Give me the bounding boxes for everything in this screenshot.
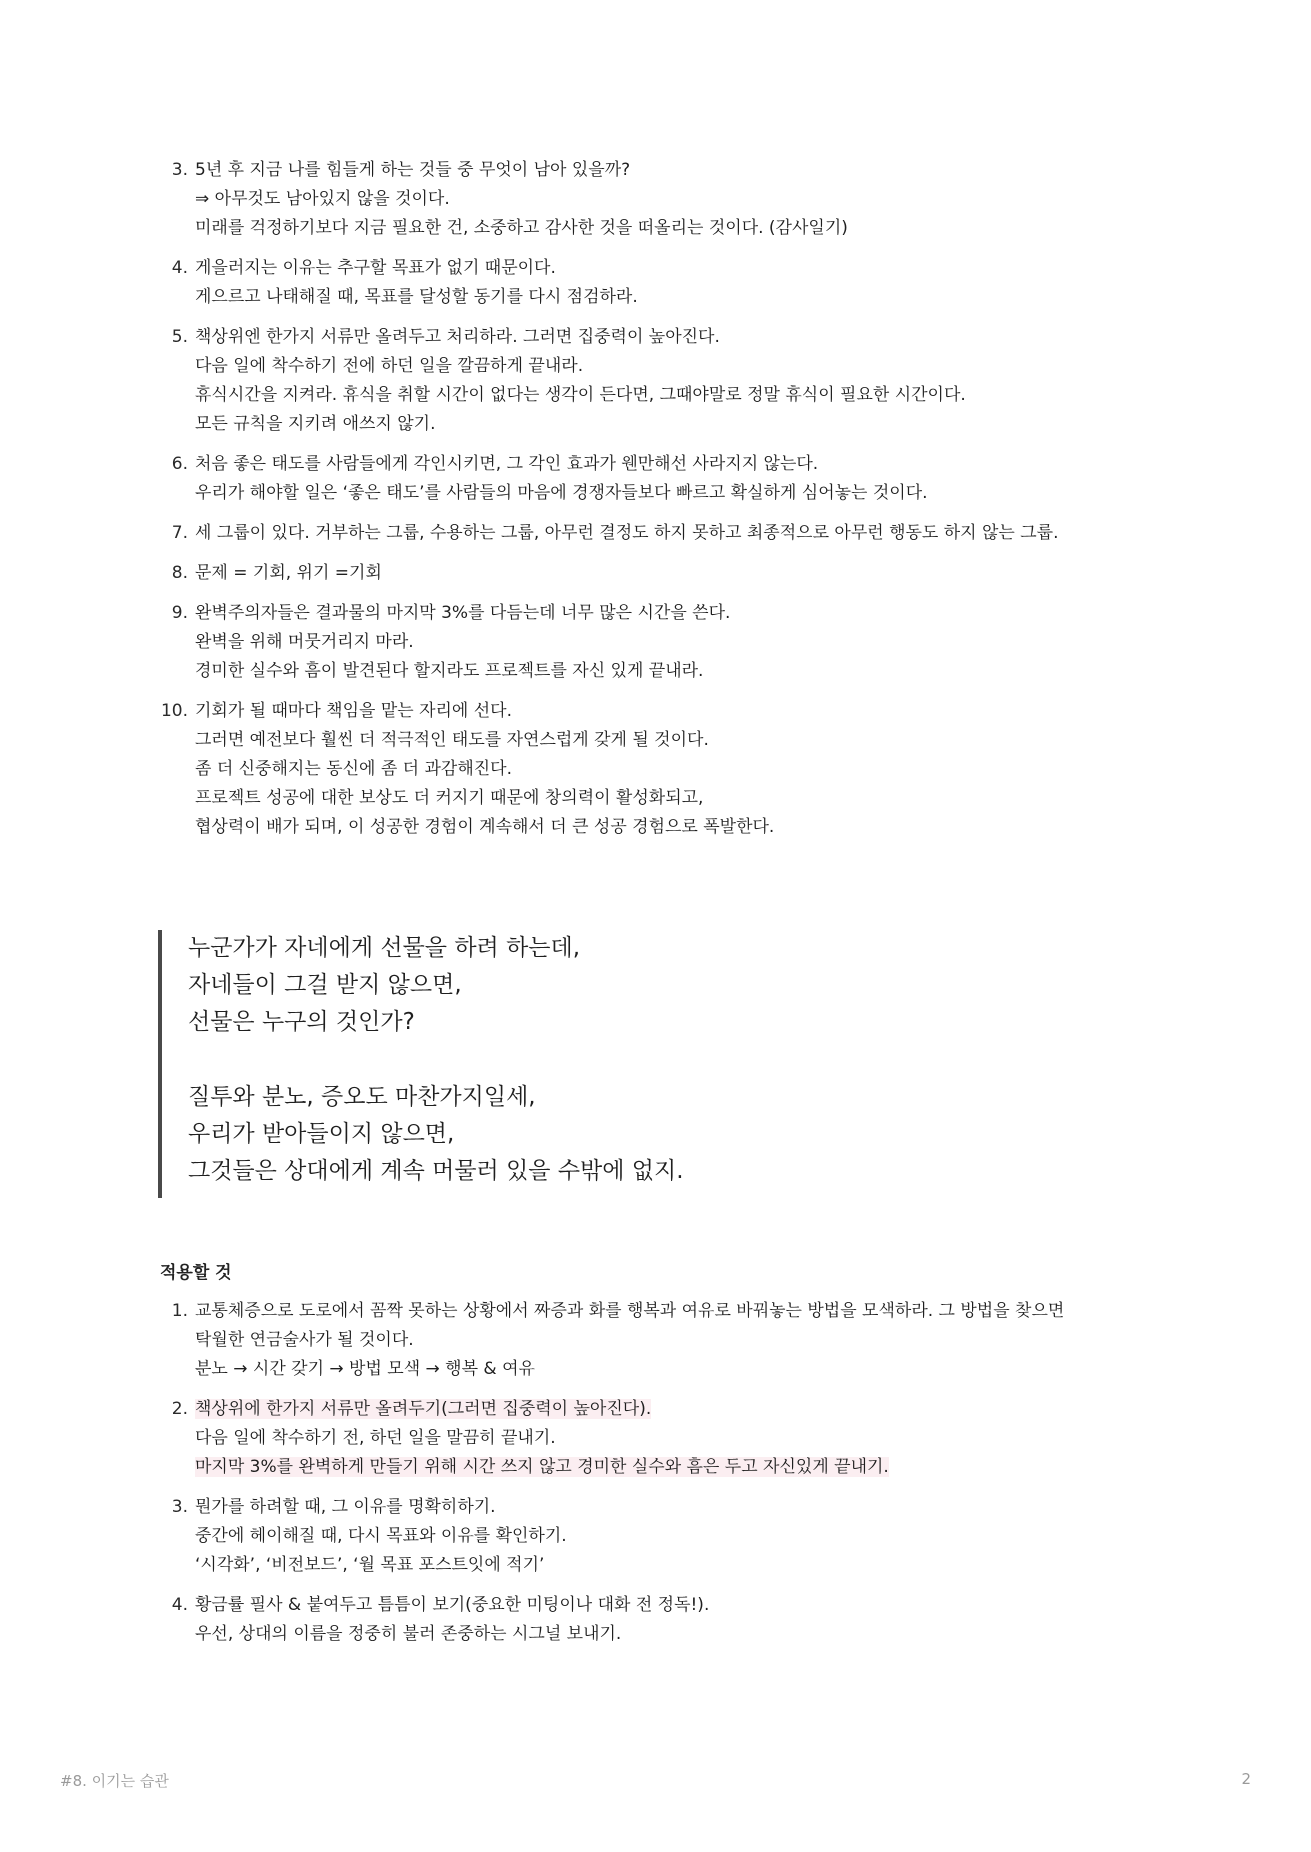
quote-line: 질투와 분노, 증오도 마찬가지일세,: [188, 1084, 536, 1110]
item-line: [195, 1395, 1190, 1424]
list-item: [150, 156, 1190, 243]
item-number: 2.: [171, 1399, 188, 1419]
list-item: [150, 599, 1190, 686]
item-line: 세 그룹이 있다. 거부하는 그룹, 수용하는 그룹, 아무런 결정도 하지 못하고 최종적으로 아무런 행동도 하지 않는 그룹.: [195, 523, 1059, 543]
item-line: 휴식시간을 지켜라. 휴식을 취할 시간이 없다는 생각이 든다면, 그때야말로 정말 휴식이 필요한 시간이다.: [195, 385, 966, 405]
item-line: 다음 일에 착수하기 전에 하던 일을 깔끔하게 끝내라.: [195, 356, 584, 376]
item-line: 좀 더 신중해지는 동신에 좀 더 과감해진다.: [195, 759, 513, 779]
item-number: 5.: [171, 327, 188, 347]
item-line: 우선, 상대의 이름을 정중히 불러 존중하는 시그널 보내기.: [195, 1624, 622, 1644]
quote-line: 우리가 받아들이지 않으면,: [188, 1121, 455, 1147]
quote-line: 자네들이 그걸 받지 않으면,: [188, 972, 462, 998]
list-item: [150, 323, 1190, 439]
item-number: 3.: [171, 1497, 188, 1517]
item-line: 완벽주의자들은 결과물의 마지막 3%를 다듬는데 너무 많은 시간을 쓴다.: [195, 603, 731, 623]
item-number: 10.: [160, 701, 188, 721]
item-number: 4.: [171, 1595, 188, 1615]
top-numbered-list: [150, 156, 1190, 853]
highlighted-text: 마지막 3%를 완벽하게 만들기 위해 시간 쓰지 않고 경미한 실수와 흠은 두고 자신있게 끝내기.: [195, 1457, 889, 1477]
item-line: 협상력이 배가 되며, 이 성공한 경험이 계속해서 더 큰 성공 경험으로 폭발한다.: [195, 817, 775, 837]
item-line: 탁월한 연금술사가 될 것이다.: [195, 1330, 414, 1350]
footer-title: #8. 이기는 습관: [60, 1772, 169, 1790]
quote-line: 그것들은 상대에게 계속 머물러 있을 수밖에 없지.: [188, 1158, 684, 1184]
item-number: 3.: [171, 160, 188, 180]
item-line: 분노 → 시간 갖기 → 방법 모색 → 행복 & 여유: [195, 1359, 535, 1379]
stanza-gap: [188, 1041, 1058, 1079]
item-line: 황금률 필사 & 붙여두고 틈틈이 보기(중요한 미팅이나 대화 전 정독!).: [195, 1595, 710, 1615]
page-number: 2: [1241, 1770, 1251, 1788]
list-item: [150, 697, 1190, 842]
item-line: [195, 1453, 1190, 1482]
item-line: 교통체증으로 도로에서 꼼짝 못하는 상황에서 짜증과 화를 행복과 여유로 바꿔놓는 방법을 모색하라. 그 방법을 찾으면: [195, 1301, 1065, 1321]
item-line: 기회가 될 때마다 책임을 맡는 자리에 선다.: [195, 701, 513, 721]
list-item: [150, 1395, 1190, 1482]
highlighted-text: 책상위에 한가지 서류만 올려두기(그러면 집중력이 높아진다).: [195, 1399, 652, 1419]
item-line: 책상위엔 한가지 서류만 올려두고 처리하라. 그러면 집중력이 높아진다.: [195, 327, 720, 347]
item-line: 미래를 걱정하기보다 지금 필요한 건, 소중하고 감사한 것을 떠올리는 것이다. (감사일기): [195, 218, 848, 238]
item-number: 4.: [171, 258, 188, 278]
item-line: 경미한 실수와 흠이 발견된다 할지라도 프로젝트를 자신 있게 끝내라.: [195, 661, 704, 681]
list-item: [150, 519, 1190, 548]
item-line: ⇒ 아무것도 남아있지 않을 것이다.: [195, 189, 450, 209]
list-item: [150, 1591, 1190, 1649]
item-line: 우리가 해야할 일은 ‘좋은 태도’를 사람들의 마음에 경쟁자들보다 빠르고 확실하게 심어놓는 것이다.: [195, 483, 928, 503]
item-line: 완벽을 위해 머뭇거리지 마라.: [195, 632, 414, 652]
item-number: 8.: [171, 563, 188, 583]
item-line: 게으르고 나태해질 때, 목표를 달성할 동기를 다시 점검하라.: [195, 287, 638, 307]
item-line: 중간에 헤이해질 때, 다시 목표와 이유를 확인하기.: [195, 1526, 567, 1546]
quote-line: 선물은 누구의 것인가?: [188, 1009, 415, 1035]
item-line: 5년 후 지금 나를 힘들게 하는 것들 중 무엇이 남아 있을까?: [195, 160, 631, 180]
item-line: 모든 규칙을 지키려 애쓰지 않기.: [195, 414, 436, 434]
item-line: 문제 = 기회, 위기 =기회: [195, 563, 382, 583]
item-number: 9.: [171, 603, 188, 623]
item-line: 처음 좋은 태도를 사람들에게 각인시키면, 그 각인 효과가 웬만해선 사라지지 않는다.: [195, 454, 819, 474]
list-item: [150, 254, 1190, 312]
apply-numbered-list: [150, 1297, 1190, 1660]
item-line: 프로젝트 성공에 대한 보상도 더 커지기 때문에 창의력이 활성화되고,: [195, 788, 704, 808]
item-number: 6.: [171, 454, 188, 474]
section-title: 적용할 것: [160, 1263, 232, 1283]
list-item: [150, 559, 1190, 588]
list-item: [150, 1493, 1190, 1580]
item-line: ‘시각화’, ‘비전보드’, ‘월 목표 포스트잇에 적기’: [195, 1555, 545, 1575]
item-number: 7.: [171, 523, 188, 543]
quote-line: 누군가가 자네에게 선물을 하려 하는데,: [188, 935, 581, 961]
item-number: 1.: [171, 1301, 188, 1321]
item-line: 다음 일에 착수하기 전, 하던 일을 말끔히 끝내기.: [195, 1428, 556, 1448]
quote-block: [158, 930, 1058, 1198]
item-line: 게을러지는 이유는 추구할 목표가 없기 때문이다.: [195, 258, 556, 278]
item-line: 뭔가를 하려할 때, 그 이유를 명확히하기.: [195, 1497, 496, 1517]
list-item: [150, 1297, 1190, 1384]
item-line: 그러면 예전보다 훨씬 더 적극적인 태도를 자연스럽게 갖게 될 것이다.: [195, 730, 709, 750]
list-item: [150, 450, 1190, 508]
